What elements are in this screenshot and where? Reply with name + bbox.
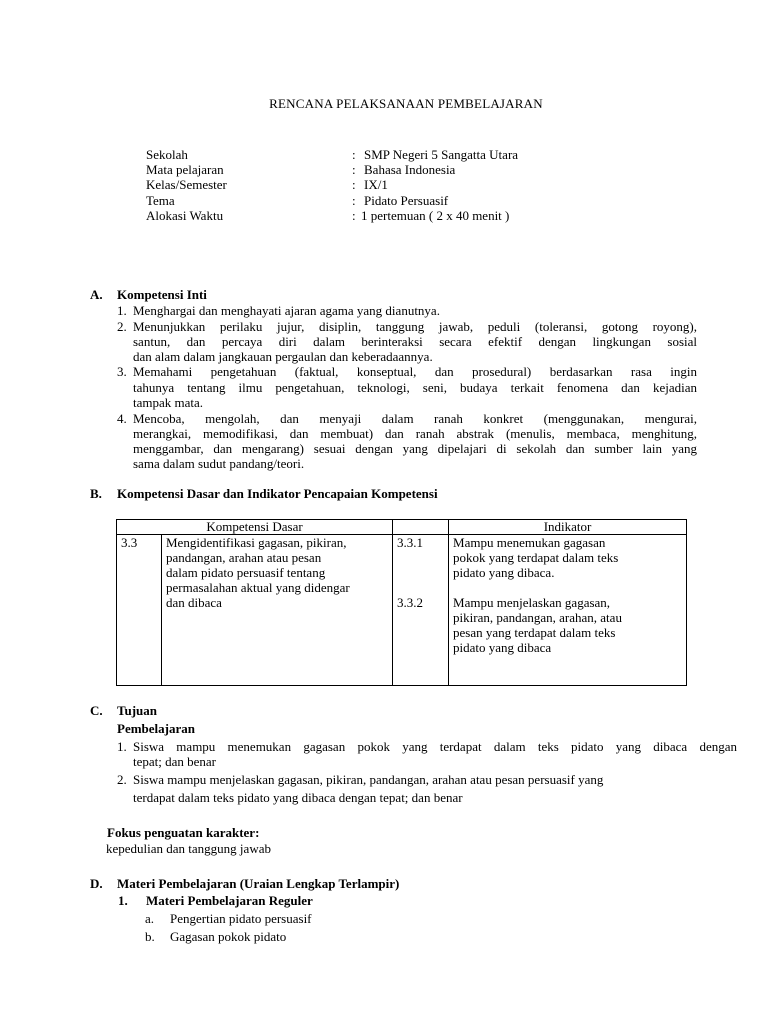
list-item: Pengertian pidato persuasif xyxy=(170,911,312,926)
list-item-line: Memahami pengetahuan (faktual, konseptual, dan prosedural) berdasarkan rasa ingin xyxy=(133,364,697,379)
indicator-line: pidato yang dibaca xyxy=(453,640,552,655)
list-number: 4. xyxy=(117,411,127,426)
list-item-line: menggambar, dan mengarang) sesuai dengan yang dipelajari di sekolah dan sumber lain yang xyxy=(133,441,697,456)
list-item-line: santun, dan percaya diri dalam berinteraksi secara efektif dengan lingkungan sosial xyxy=(133,334,697,349)
indicator-line: Mampu menemukan gagasan xyxy=(453,535,606,550)
focus-title: Fokus penguatan karakter: xyxy=(107,825,260,840)
indicator-line: pokok yang terdapat dalam teks xyxy=(453,550,619,565)
subsection-number: 1. xyxy=(118,893,128,908)
section-title: Kompetensi Dasar dan Indikator Pencapaian Kompetensi xyxy=(117,486,438,501)
identity-label: Tema xyxy=(146,193,175,208)
kd-line: pandangan, arahan atau pesan xyxy=(166,550,322,565)
kd-line: dan dibaca xyxy=(166,595,222,610)
section-letter: A. xyxy=(90,287,103,302)
identity-value: SMP Negeri 5 Sangatta Utara xyxy=(364,147,519,162)
list-item-line: Mencoba, mengolah, dan menyaji dalam ranah konkret (menggunakan, mengurai, xyxy=(133,411,697,426)
list-item-line: tahunya tentang ilmu pengetahuan, teknologi, seni, budaya terkait fenomena dan kejadian xyxy=(133,380,697,395)
list-item: Gagasan pokok pidato xyxy=(170,929,287,944)
identity-value: 1 pertemuan ( 2 x 40 menit ) xyxy=(361,208,510,223)
indicator-code: 3.3.1 xyxy=(397,535,424,550)
kd-code xyxy=(117,535,162,686)
identity-label: Sekolah xyxy=(146,147,188,162)
competency-table xyxy=(116,519,687,686)
section-letter: B. xyxy=(90,486,102,501)
section-title: Materi Pembelajaran (Uraian Lengkap Terlampir) xyxy=(117,876,400,891)
subsection-title: Materi Pembelajaran Reguler xyxy=(146,893,313,908)
identity-colon: : xyxy=(352,193,356,208)
indicator-code: 3.3.2 xyxy=(397,595,424,610)
header-empty xyxy=(393,520,449,535)
list-item-line: terdapat dalam teks pidato yang dibaca dengan tepat; dan benar xyxy=(133,790,463,805)
list-item-line: merangkai, memodifikasi, dan membuat) dan ranah abstrak (menulis, membaca, menghitung, xyxy=(133,426,697,441)
identity-label: Mata pelajaran xyxy=(146,162,224,177)
identity-value: Pidato Persuasif xyxy=(364,193,449,208)
section-letter: C. xyxy=(90,703,103,718)
identity-label: Alokasi Waktu xyxy=(146,208,224,223)
identity-value: Bahasa Indonesia xyxy=(364,162,456,177)
section-title: Tujuan xyxy=(117,703,157,718)
indicator-descriptions xyxy=(449,535,687,686)
indicator-codes xyxy=(393,535,449,686)
table-row xyxy=(117,535,687,686)
header-kompetensi-dasar: Kompetensi Dasar xyxy=(117,520,393,535)
kd-line: permasalahan aktual yang didengar xyxy=(166,580,350,595)
identity-colon: : xyxy=(352,162,356,177)
identity-value: IX/1 xyxy=(364,177,388,192)
focus-value: kepedulian dan tanggung jawab xyxy=(106,841,271,856)
identity-colon: : xyxy=(352,208,356,223)
kd-line: dalam pidato persuasif tentang xyxy=(166,565,326,580)
list-item-line: dan alam dalam jangkauan pergaulan dan keberadaannya. xyxy=(133,349,433,364)
kd-line: Mengidentifikasi gagasan, pikiran, xyxy=(166,535,347,550)
list-number: 1. xyxy=(117,303,127,318)
section-subtitle: Pembelajaran xyxy=(117,721,195,736)
indicator-line: pesan yang terdapat dalam teks xyxy=(453,625,616,640)
header-indikator: Indikator xyxy=(449,520,687,535)
list-number: 2. xyxy=(117,319,127,334)
identity-colon: : xyxy=(352,147,356,162)
identity-label: Kelas/Semester xyxy=(146,177,227,192)
table-header-row xyxy=(117,520,687,535)
list-item-line: Siswa mampu menjelaskan gagasan, pikiran, pandangan, arahan atau pesan persuasif yang xyxy=(133,772,604,787)
list-item-line: tepat; dan benar xyxy=(133,754,217,769)
indicator-line: Mampu menjelaskan gagasan, xyxy=(453,595,611,610)
list-number: 2. xyxy=(117,772,127,787)
identity-colon: : xyxy=(352,177,356,192)
list-letter: a. xyxy=(145,911,155,926)
document-title: RENCANA PELAKSANAAN PEMBELAJARAN xyxy=(269,96,543,111)
kd-description xyxy=(162,535,393,686)
list-item-line: Siswa mampu menemukan gagasan pokok yang terdapat dalam teks pidato yang dibaca dengan xyxy=(133,739,737,754)
list-letter: b. xyxy=(145,929,155,944)
section-letter: D. xyxy=(90,876,103,891)
list-number: 3. xyxy=(117,364,127,379)
list-item-line: sama dalam sudut pandang/teori. xyxy=(133,456,305,471)
list-item-line: tampak mata. xyxy=(133,395,204,410)
list-item-line: Menunjukkan perilaku jujur, disiplin, tanggung jawab, peduli (toleransi, gotong royong), xyxy=(133,319,697,334)
kd-code-text: 3.3 xyxy=(121,535,138,550)
list-number: 1. xyxy=(117,739,127,754)
indicator-line: pikiran, pandangan, arahan, atau xyxy=(453,610,622,625)
list-item-line: Menghargai dan menghayati ajaran agama yang dianutnya. xyxy=(133,303,440,318)
section-title: Kompetensi Inti xyxy=(117,287,207,302)
indicator-line: pidato yang dibaca. xyxy=(453,565,555,580)
